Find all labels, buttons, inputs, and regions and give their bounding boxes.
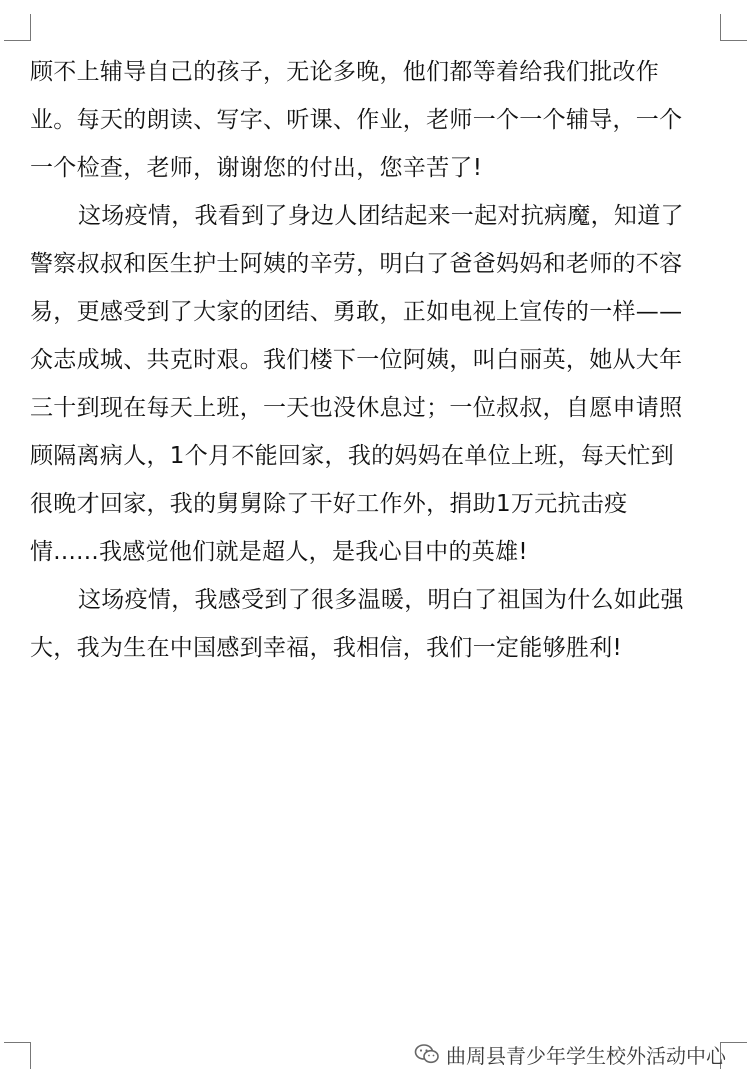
watermark (414, 1037, 726, 1071)
text-line: 众志成城、共克时艰。我们楼下一位阿姨，叫白丽英，她从大年 (30, 347, 683, 373)
corner-mark-top-left (4, 14, 31, 41)
text-line: 三十到现在每天上班，一天也没休息过；一位叔叔，自愿申请照 (30, 395, 683, 421)
wechat-icon (414, 1043, 440, 1065)
text-line: 警察叔叔和医生护士阿姨的辛劳，明白了爸爸妈妈和老师的不容 (30, 251, 683, 277)
text-line: 情......我感觉他们就是超人，是我心目中的英雄! (30, 539, 528, 565)
text-line: 这场疫情，我看到了身边人团结起来一起对抗病魔，知道了 (78, 203, 684, 229)
text-line: 大，我为生在中国感到幸福，我相信，我们一定能够胜利! (30, 635, 623, 661)
text-line: 顾不上辅导自己的孩子，无论多晚，他们都等着给我们批改作 (30, 59, 660, 85)
document-body (30, 48, 720, 672)
text-line: 很晚才回家，我的舅舅除了干好工作外，捐助1万元抗击疫 (30, 491, 628, 517)
text-line: 顾隔离病人，1个月不能回家，我的妈妈在单位上班，每天忙到 (30, 443, 675, 469)
watermark-text: 曲周县青少年学生校外活动中心 (446, 1043, 726, 1068)
corner-mark-bottom-left (4, 1042, 31, 1069)
corner-mark-top-right (720, 14, 747, 41)
text-line: 一个检查，老师，谢谢您的付出，您辛苦了! (30, 155, 483, 181)
text-line: 业。每天的朗读、写字、听课、作业，老师一个一个辅导，一个 (30, 107, 683, 133)
text-line: 易，更感受到了大家的团结、勇敢，正如电视上宣传的一样—— (30, 299, 683, 325)
text-line: 这场疫情，我感受到了很多温暖，明白了祖国为什么如此强 (78, 587, 684, 613)
